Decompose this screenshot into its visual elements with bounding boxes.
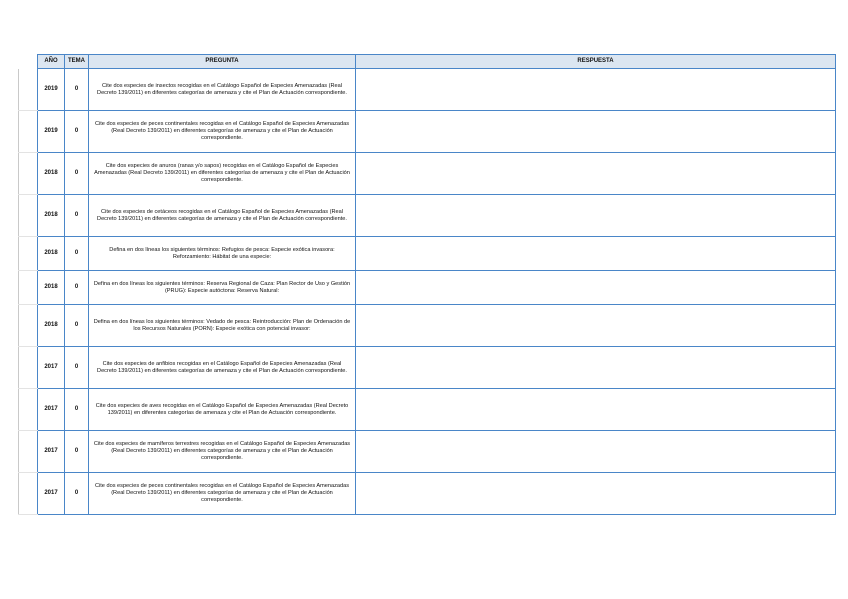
header-tema: TEMA: [65, 55, 89, 69]
table-row: [19, 431, 836, 473]
question-cell: Cite dos especies de anfibios recogidas en el Catálogo Español de Especies Amenazadas (Real Decreto 139/2011) en diferentes categorías de amenaza y cite el Plan de Actuación correspondiente.: [89, 347, 356, 389]
year-cell: 2018: [38, 271, 65, 305]
table-row: [19, 389, 836, 431]
answer-cell[interactable]: [356, 431, 836, 473]
row-gutter: [19, 389, 38, 431]
tema-cell: 0: [65, 111, 89, 153]
year-cell: 2017: [38, 347, 65, 389]
answer-cell[interactable]: [356, 305, 836, 347]
row-gutter: [19, 237, 38, 271]
row-gutter: [19, 195, 38, 237]
question-cell: Cite dos especies de aves recogidas en el Catálogo Español de Especies Amenazadas (Real Decreto 139/2011) en diferentes categorías de amenaza y cite el Plan de Actuación correspondiente.: [89, 389, 356, 431]
tema-cell: 0: [65, 389, 89, 431]
question-cell: Cite dos especies de anuros (ranas y/o sapos) recogidas en el Catálogo Español de Especies Amenazadas (Real Decreto 139/2011) en diferentes categorías de amenaza y cite el Plan de Actuación correspondiente.: [89, 153, 356, 195]
question-cell: Cite dos especies de peces continentales recogidas en el Catálogo Español de Especies Amenazadas (Real Decreto 139/2011) en diferentes categorías de amenaza y cite el Plan de Actuación correspondiente.: [89, 111, 356, 153]
tema-cell: 0: [65, 69, 89, 111]
header-pregunta: PREGUNTA: [89, 55, 356, 69]
row-gutter: [19, 431, 38, 473]
tema-cell: 0: [65, 237, 89, 271]
question-cell: Defina en dos líneas los siguientes términos: Reserva Regional de Caza: Plan Rector de Uso y Gestión (PRUG): Especie autóctona: Reserva Natural:: [89, 271, 356, 305]
table-row: [19, 69, 836, 111]
row-gutter: [19, 271, 38, 305]
row-gutter: [19, 347, 38, 389]
tema-cell: 0: [65, 271, 89, 305]
row-gutter-header: [19, 55, 38, 69]
answer-cell[interactable]: [356, 271, 836, 305]
row-gutter: [19, 305, 38, 347]
tema-cell: 0: [65, 195, 89, 237]
table-row: [19, 153, 836, 195]
year-cell: 2017: [38, 389, 65, 431]
row-gutter: [19, 111, 38, 153]
year-cell: 2017: [38, 473, 65, 515]
question-cell: Cite dos especies de peces continentales recogidas en el Catálogo Español de Especies Amenazadas (Real Decreto 139/2011) en diferentes categorías de amenaza y cite el Plan de Actuación correspondiente.: [89, 473, 356, 515]
answer-cell[interactable]: [356, 111, 836, 153]
tema-cell: 0: [65, 347, 89, 389]
question-cell: Cite dos especies de cetáceos recogidas en el Catálogo Español de Especies Amenazadas (Real Decreto 139/2011) en diferentes categorías de amenaza y cite el Plan de Actuación correspondiente.: [89, 195, 356, 237]
question-cell: Cite dos especies de insectos recogidas en el Catálogo Español de Especies Amenazadas (Real Decreto 139/2011) en diferentes categorías de amenaza y cite el Plan de Actuación correspondiente.: [89, 69, 356, 111]
tema-cell: 0: [65, 473, 89, 515]
question-cell: Defina en dos líneas los siguientes términos: Refugios de pesca: Especie exótica invasora: Reforzamiento: Hábitat de una especie:: [89, 237, 356, 271]
table-row: [19, 111, 836, 153]
question-cell: Cite dos especies de mamíferos terrestres recogidas en el Catálogo Español de Especies Amenazadas (Real Decreto 139/2011) en diferentes categorías de amenaza y cite el Plan de Actuación correspondiente.: [89, 431, 356, 473]
answer-cell[interactable]: [356, 69, 836, 111]
header-respuesta: RESPUESTA: [356, 55, 836, 69]
answer-cell[interactable]: [356, 389, 836, 431]
table-row: [19, 195, 836, 237]
row-gutter: [19, 473, 38, 515]
tema-cell: 0: [65, 305, 89, 347]
row-gutter: [19, 153, 38, 195]
year-cell: 2018: [38, 153, 65, 195]
year-cell: 2019: [38, 111, 65, 153]
table-row: [19, 473, 836, 515]
header-year: AÑO: [38, 55, 65, 69]
questions-table: [18, 54, 836, 515]
questions-sheet: [18, 54, 836, 515]
tema-cell: 0: [65, 431, 89, 473]
table-row: [19, 271, 836, 305]
answer-cell[interactable]: [356, 473, 836, 515]
tema-cell: 0: [65, 153, 89, 195]
table-row: [19, 347, 836, 389]
answer-cell[interactable]: [356, 153, 836, 195]
year-cell: 2017: [38, 431, 65, 473]
year-cell: 2019: [38, 69, 65, 111]
answer-cell[interactable]: [356, 347, 836, 389]
year-cell: 2018: [38, 237, 65, 271]
header-row: [19, 55, 836, 69]
year-cell: 2018: [38, 305, 65, 347]
year-cell: 2018: [38, 195, 65, 237]
answer-cell[interactable]: [356, 237, 836, 271]
row-gutter: [19, 69, 38, 111]
question-cell: Defina en dos líneas los siguientes términos: Vedado de pesca: Reintroducción: Plan de Ordenación de los Recursos Naturales (PORN): Especie exótica con potencial invasor:: [89, 305, 356, 347]
table-row: [19, 237, 836, 271]
table-row: [19, 305, 836, 347]
answer-cell[interactable]: [356, 195, 836, 237]
